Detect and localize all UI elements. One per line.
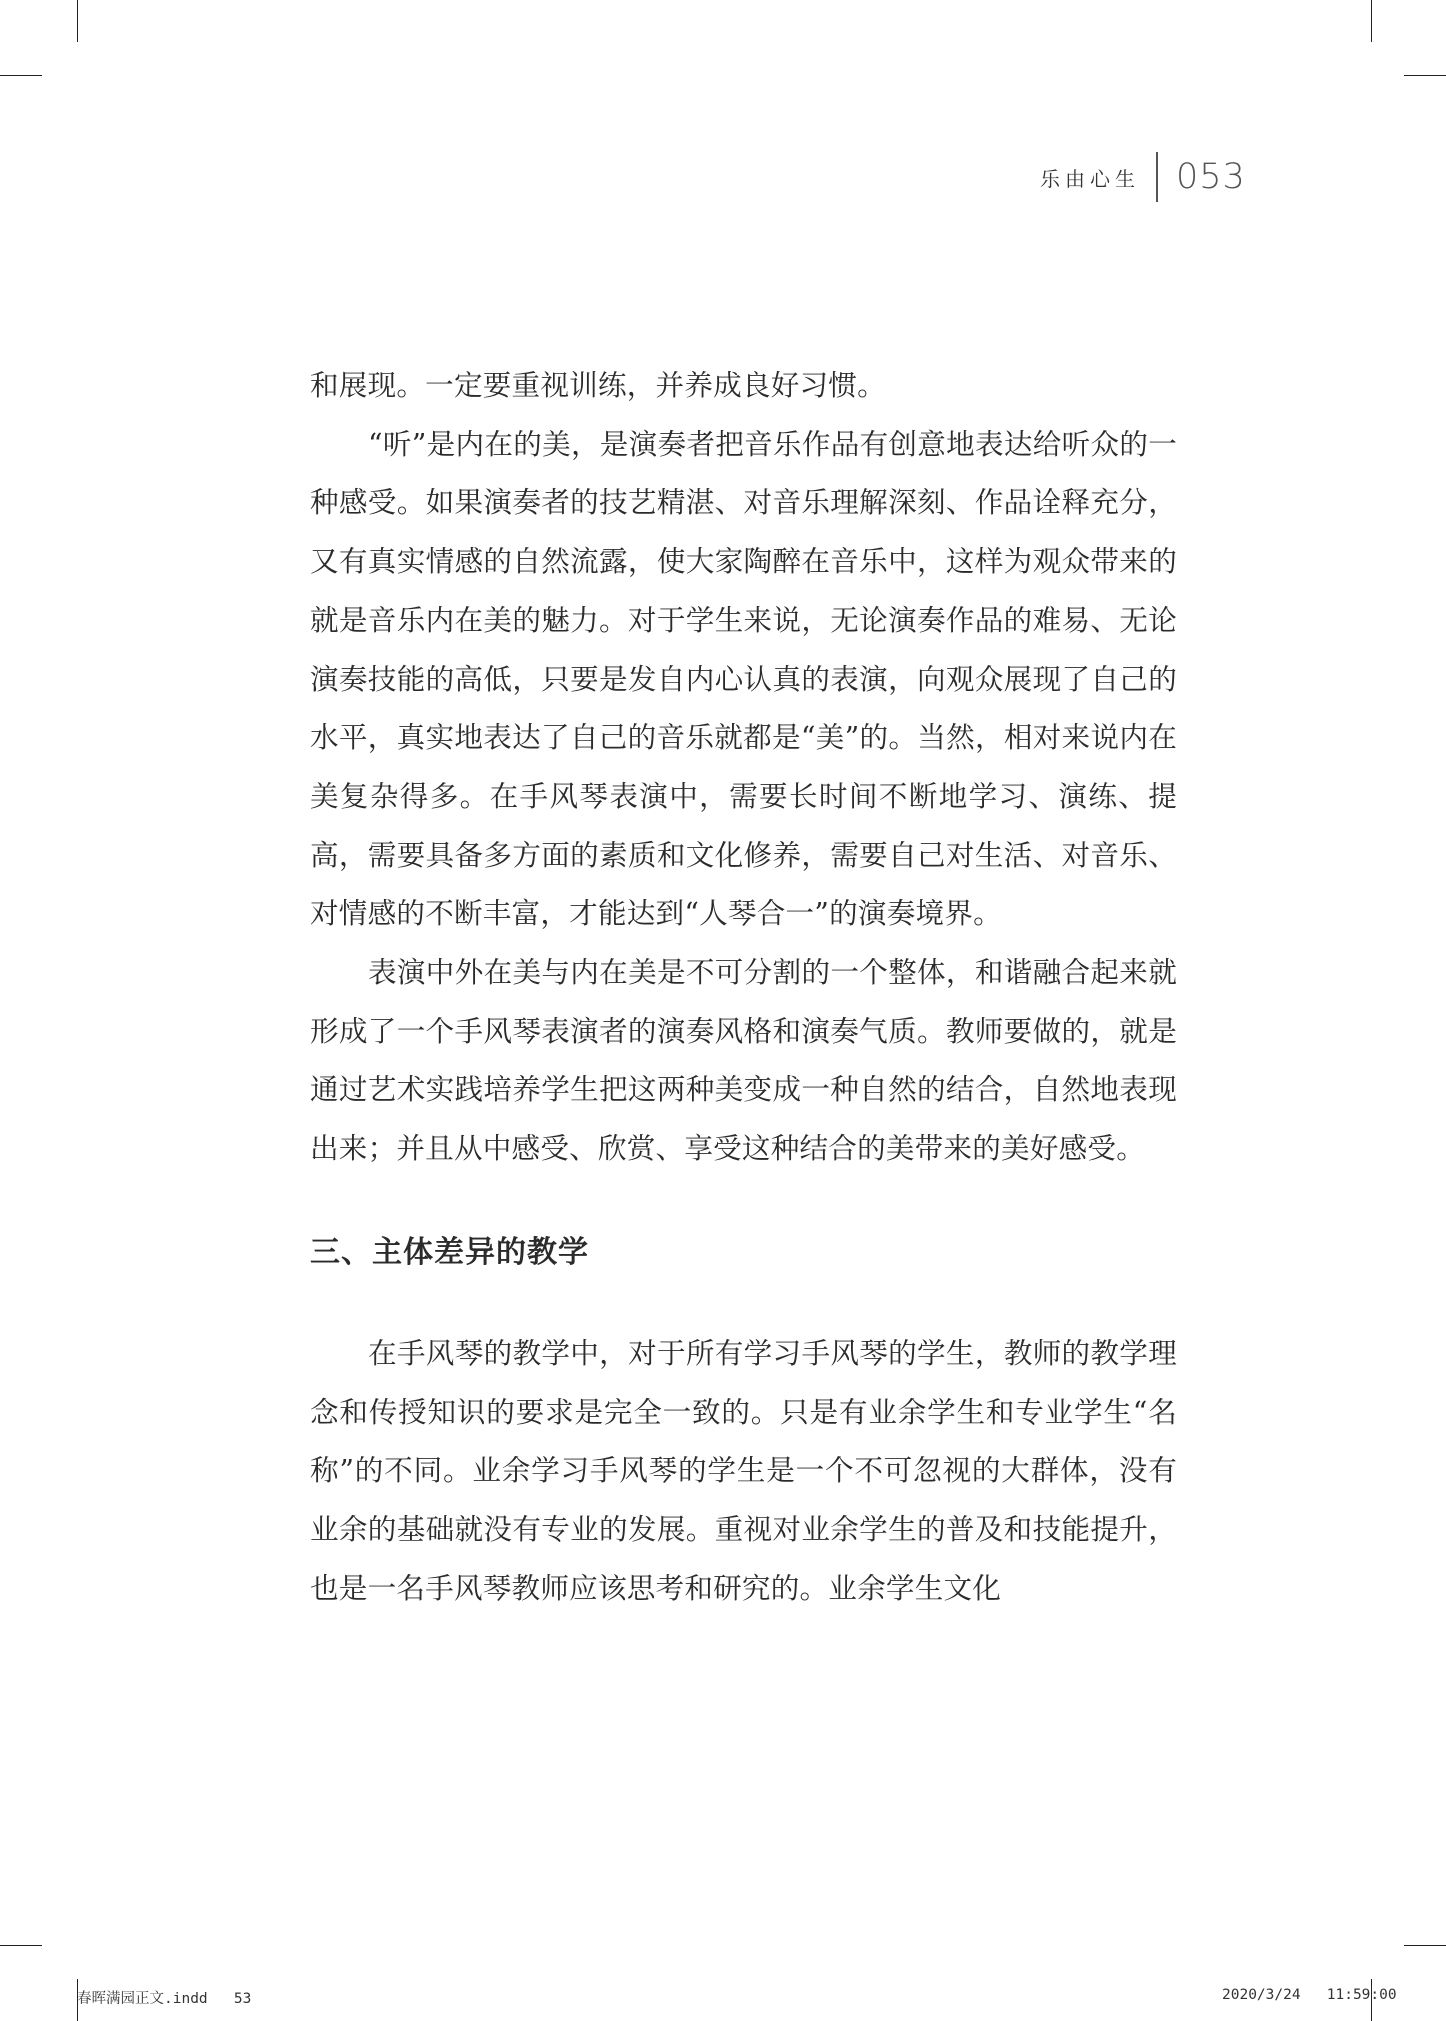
slug-datetime: 2020/3/24 11:59:00 <box>1222 1987 1397 2003</box>
header-divider <box>1156 152 1158 202</box>
crop-mark <box>0 75 42 76</box>
running-header-title: 乐由心生 <box>1040 166 1140 191</box>
page-body <box>310 356 1177 1617</box>
crop-mark <box>77 0 78 42</box>
crop-mark <box>1404 1945 1446 1946</box>
running-header <box>1040 150 1246 204</box>
crop-mark <box>1404 75 1446 76</box>
page-number: 053 <box>1176 157 1246 197</box>
paragraph: 和展现。一定要重视训练，并养成良好习惯。 <box>310 368 886 402</box>
paragraph: 表演中外在美与内在美是不可分割的一个整体，和谐融合起来就形成了一个手风琴表演者的演奏风格和演奏气质。教师要做的，就是通过艺术实践培养学生把这两种美变成一种自然的结合，自然地表现出来；并且从中感受、欣赏、享受这种结合的美带来的美好感受。 <box>310 955 1177 1166</box>
slug-filename: 春晖满园正文.indd 53 <box>77 1991 252 2007</box>
crop-mark <box>1371 0 1372 42</box>
paragraph: “听”是内在的美，是演奏者把音乐作品有创意地表达给听众的一种感受。如果演奏者的技艺精湛、对音乐理解深刻、作品诠释充分，又有真实情感的自然流露，使大家陶醉在音乐中，这样为观众带来的就是音乐内在美的魅力。对于学生来说，无论演奏作品的难易、无论演奏技能的高低，只要是发自内心认真的表演，向观众展现了自己的水平，真实地表达了自己的音乐就都是“美”的。当然，相对来说内在美复杂得多。在手风琴表演中，需要长时间不断地学习、演练、提高，需要具备多方面的素质和文化修养，需要自己对生活、对音乐、对情感的不断丰富，才能达到“人琴合一”的演奏境界。 <box>310 426 1177 931</box>
section-heading: 三、主体差异的教学 <box>310 1234 589 1270</box>
paragraph: 在手风琴的教学中，对于所有学习手风琴的学生，教师的教学理念和传授知识的要求是完全一致的。只是有业余学生和专业学生“名称”的不同。业余学习手风琴的学生是一个不可忽视的大群体，没有业余的基础就没有专业的发展。重视对业余学生的普及和技能提升，也是一名手风琴教师应该思考和研究的。业余学生文化 <box>310 1335 1177 1605</box>
crop-mark <box>0 1945 42 1946</box>
